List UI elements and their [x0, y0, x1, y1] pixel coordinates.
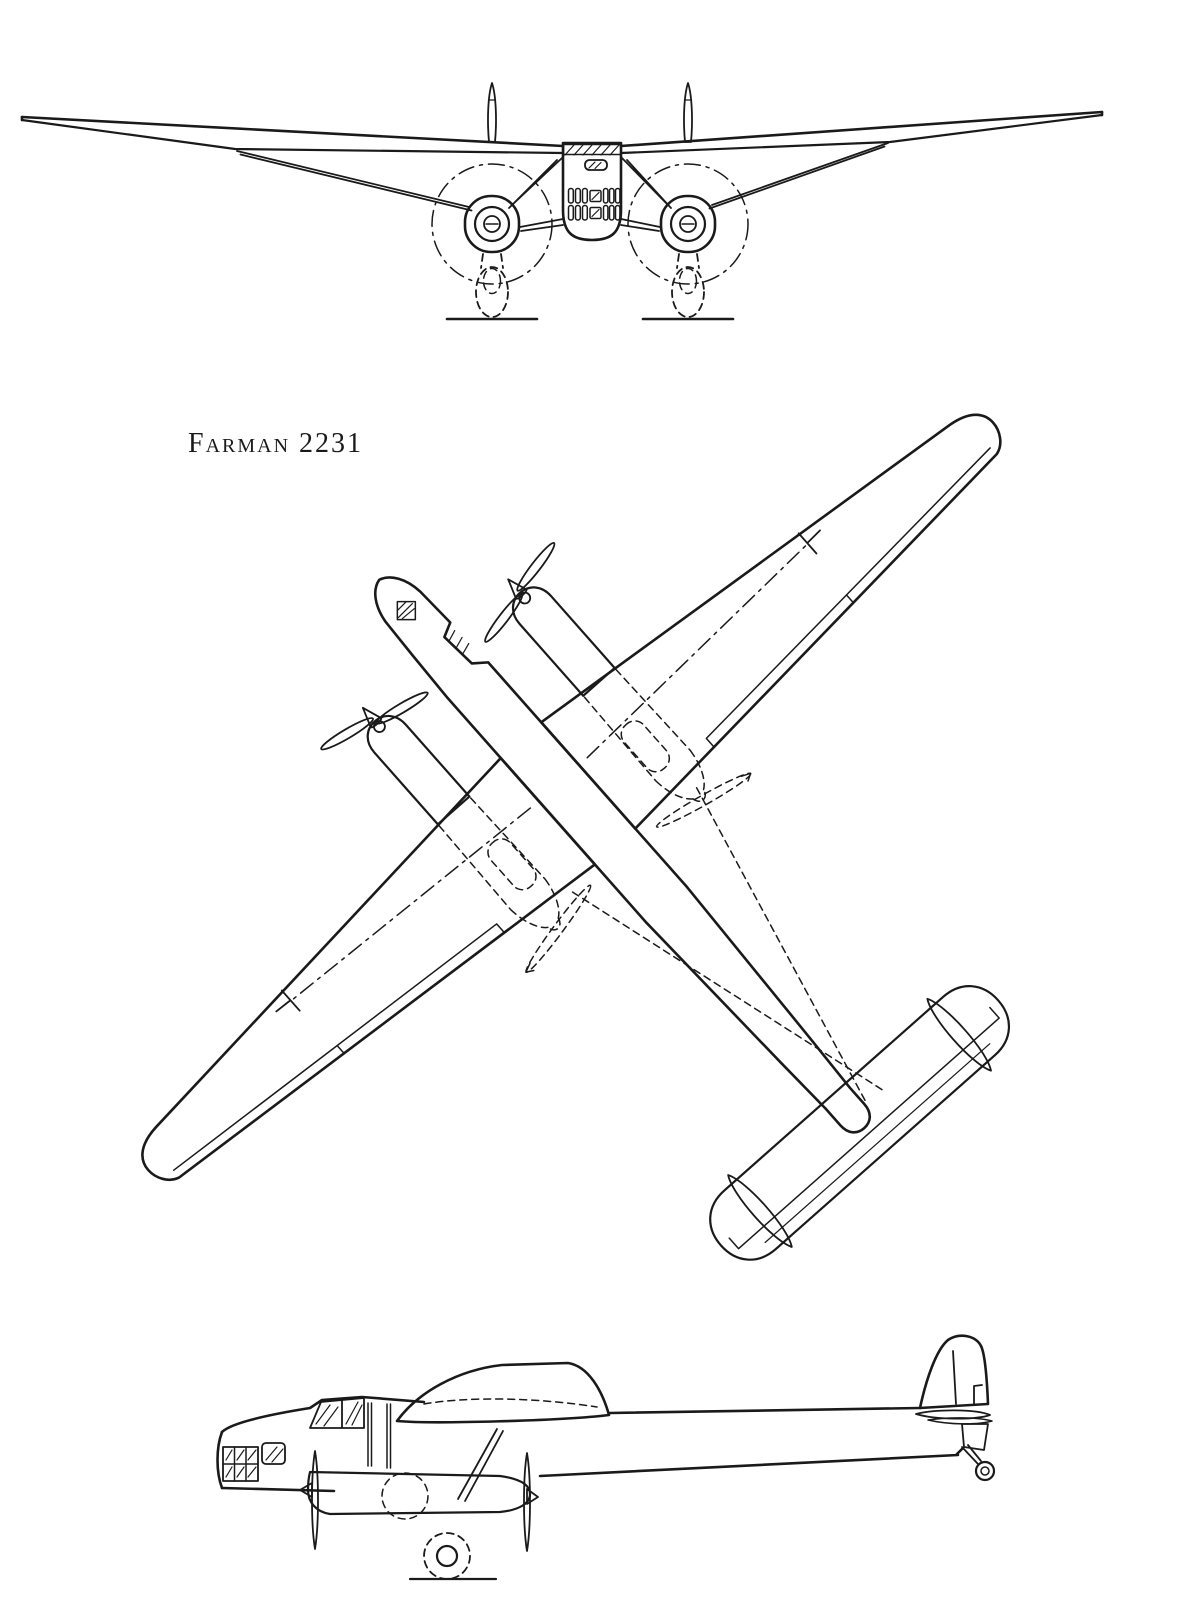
twin-tail-fins — [723, 994, 997, 1252]
nose-bombardier-glazing — [223, 1443, 285, 1481]
canopy-glazing — [444, 628, 480, 666]
tailwheel — [962, 1445, 994, 1480]
propeller-blades — [488, 83, 692, 142]
tail-fin-and-rudder — [916, 1336, 992, 1450]
plan-wings — [99, 366, 1038, 1220]
leading-edge-hatch-strip — [564, 145, 622, 156]
plan-starboard-nacelle — [463, 539, 643, 721]
side-wing-profile — [397, 1363, 609, 1422]
propeller-disc-circles — [432, 164, 748, 284]
cabane-struts — [368, 1403, 503, 1501]
nose-glazing-slats — [569, 189, 620, 221]
plan-fuselage — [359, 562, 884, 1146]
side-engine-nacelle — [300, 1451, 538, 1551]
nose-glazing-panel — [397, 602, 415, 620]
horizontal-stabilizer — [695, 971, 1024, 1275]
plan-port-nacelle — [318, 668, 498, 850]
cockpit-window — [585, 160, 607, 170]
port-engine-nacelle — [465, 196, 519, 252]
aircraft-type-label: Farman 2231 — [188, 428, 364, 459]
retracted-landing-gear — [476, 254, 704, 317]
front-fuselage-pod — [563, 143, 621, 240]
hidden-nacelle-outlines — [438, 668, 721, 943]
starboard-engine-nacelle — [661, 196, 715, 252]
ailerons — [174, 448, 1018, 1201]
control-run-dashed-lines — [573, 785, 931, 1160]
side-view — [218, 1336, 995, 1579]
side-fuselage — [218, 1397, 964, 1491]
plan-view — [0, 206, 1200, 1532]
front-view — [22, 83, 1102, 319]
rear-pusher-propellers-dashed — [507, 752, 754, 976]
main-wheel — [424, 1533, 470, 1579]
